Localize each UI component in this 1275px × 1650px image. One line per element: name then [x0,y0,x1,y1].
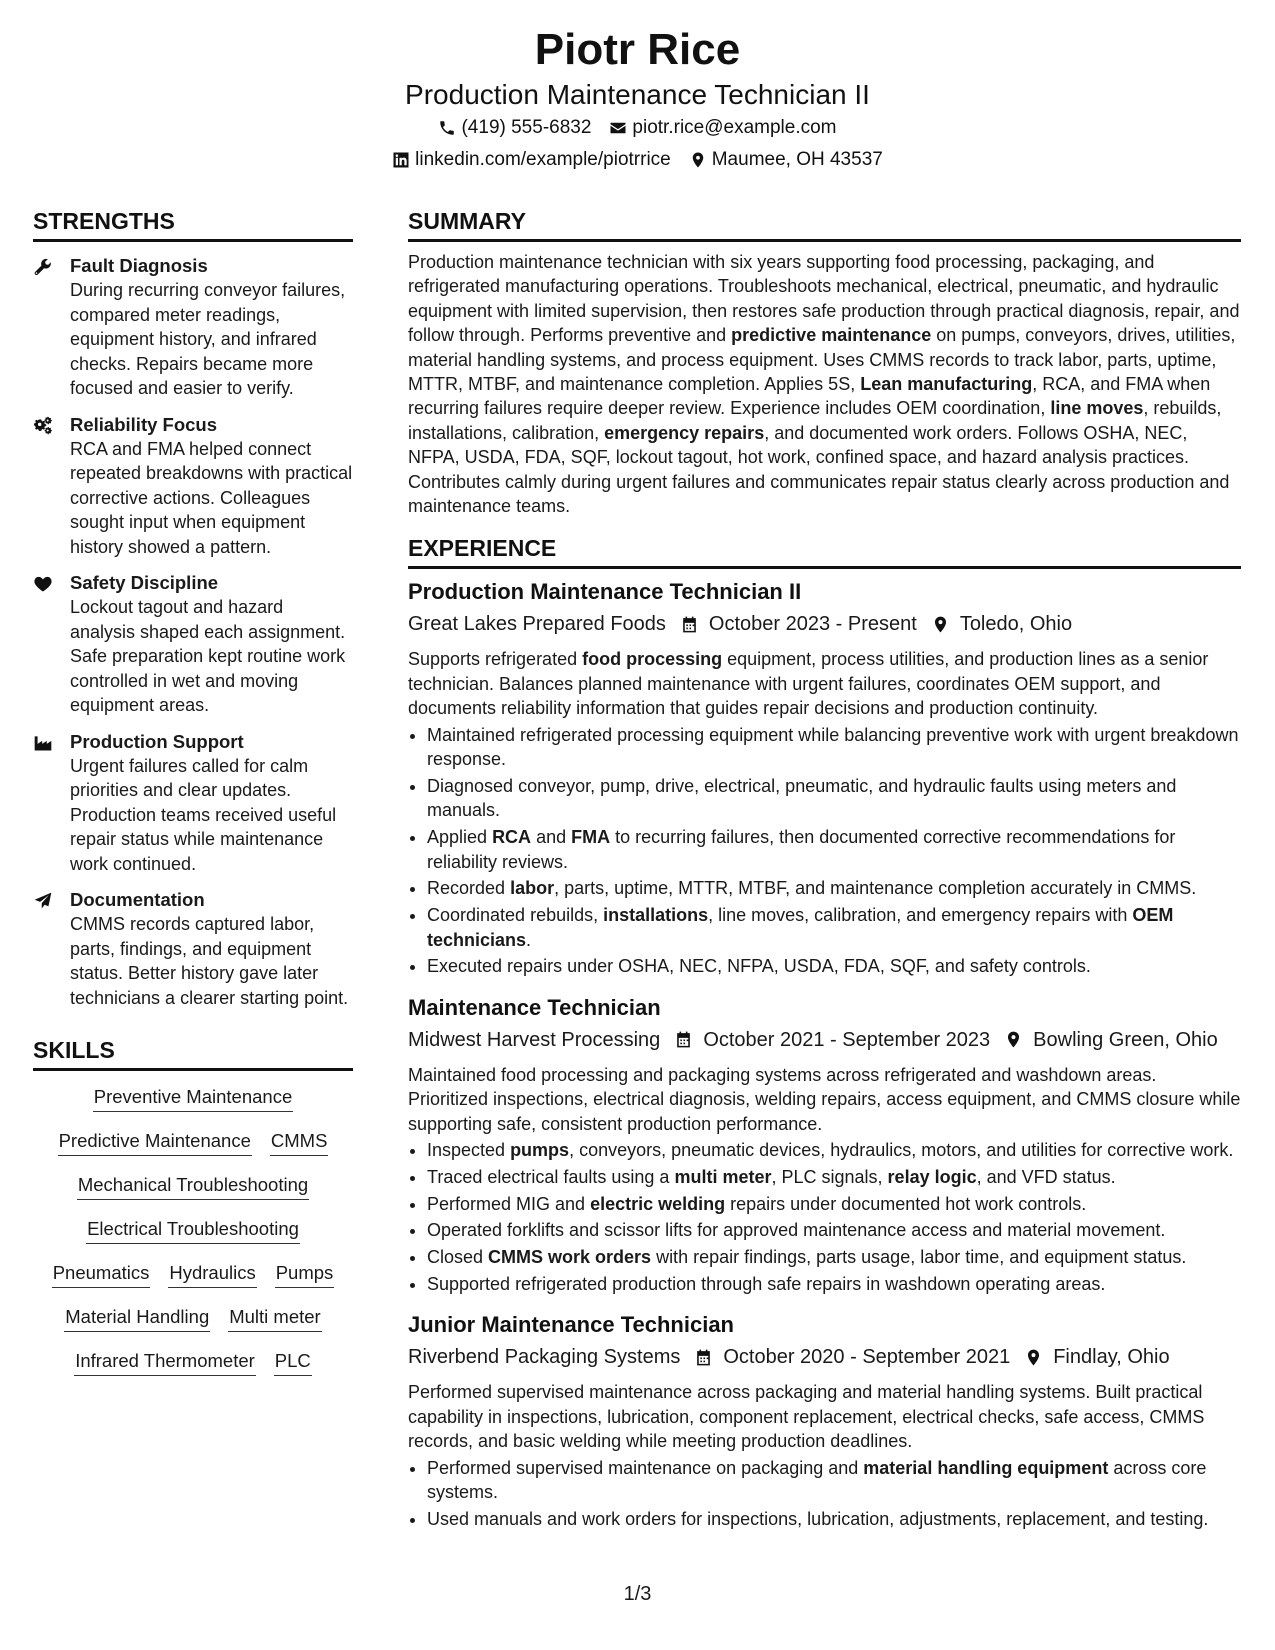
email-item[interactable] [609,112,836,144]
text-segment: with repair findings, parts usage, labor time, and equipment status. [651,1247,1187,1268]
job-bullet [427,1245,1241,1269]
job-meta [408,1342,1241,1372]
keyword: pumps [510,1139,570,1160]
job-description [408,1380,1241,1453]
map-marker-icon [1004,1030,1023,1049]
right-column [408,205,1241,1534]
left-column [33,205,353,1393]
job-bullet [427,825,1241,874]
strength-title: Documentation [70,889,205,910]
strength-body [70,571,353,718]
keyword: food processing [582,649,723,670]
strength-item [33,413,353,560]
text-segment: Executed repairs under OSHA, NEC, NFPA, USDA, FDA, SQF, and safety controls. [427,956,1091,977]
job-entry [408,1310,1241,1531]
text-segment: Operated forklifts and scissor lifts for approved maintenance access and material movement. [427,1220,1166,1241]
strength-body [70,254,353,401]
strength-body [70,413,353,560]
keyword: OEM technicians [427,905,1174,950]
candidate-name: Piotr Rice [534,25,741,74]
text-segment: Performed MIG and [427,1193,591,1214]
text-segment: Supports refrigerated [408,649,583,670]
contact-row-2 [0,144,1275,176]
phone-number: (419) 555-6832 [461,117,592,138]
job-description [408,647,1241,720]
keyword: electric welding [590,1193,726,1214]
job-entry [408,577,1241,978]
job-location: Toledo, Ohio [959,613,1073,636]
job-bullet [427,954,1241,978]
strength-description: During recurring conveyor failures, compared meter readings, equipment history, and infrared checks. Repairs became more focused and easier to verify. [70,280,346,398]
text-segment: on pumps, conveyors, drives, utilities, material handling systems, and process equipment. Uses CMMS records to track labor, parts, uptime, MTTR, MTBF, and maintenance completion. Applies 5S, [408,325,1236,395]
skills-heading: SKILLS [33,1034,353,1071]
skill-tag: Hydraulics [168,1261,256,1288]
text-segment: Closed [427,1247,489,1268]
skill-tag: Mechanical Troubleshooting [77,1173,309,1200]
strength-item [33,888,353,1010]
job-dates: October 2020 - September 2021 [723,1346,1011,1369]
strengths-list [33,254,353,1010]
job-bullet [427,1456,1241,1505]
keyword: predictive maintenance [731,325,932,346]
skill-row [33,1173,353,1200]
text-segment: Maintained refrigerated processing equipment while balancing preventive work with urgent breakdown response. [427,724,1239,770]
job-bullet [427,876,1241,900]
job-bullet [427,1507,1241,1531]
job-bullet [427,723,1241,772]
text-segment: Recorded [427,878,511,899]
keyword: line moves [1050,398,1144,419]
text-segment: across core systems. [427,1457,1207,1502]
linkedin-url[interactable]: linkedin.com/example/piotrrice [415,149,671,170]
strength-description: Lockout tagout and hazard analysis shaped each assignment. Safe preparation kept routine work controlled in wet and moving equipment areas. [70,597,346,715]
strength-title: Fault Diagnosis [70,255,208,276]
gears-icon [33,413,70,560]
text-segment: , and VFD status. [976,1166,1116,1187]
skill-row [33,1217,353,1244]
job-bullets [408,1456,1241,1532]
text-segment: , rebuilds, installations, calibration, [408,398,1222,443]
keyword: RCA [492,827,532,848]
text-segment: , RCA, and FMA when recurring failures require deeper review. Experience includes OEM coordination, [408,374,1211,419]
job-location: Findlay, Ohio [1053,1346,1170,1369]
text-segment: Performed supervised maintenance across packaging and material handling systems. Built practical capability in inspections, lubrication, component replacement, electrical checks, safe access, CMMS records, and basic welding while meeting production deadlines. [408,1382,1205,1452]
text-segment: to recurring failures, then documented corrective recommendations for reliability reviews. [427,827,1176,872]
strength-title: Production Support [70,730,244,752]
skill-tag: PLC [274,1349,312,1376]
summary-text [408,250,1241,518]
experience-heading: EXPERIENCE [408,532,1241,569]
envelope-icon [609,119,627,137]
keyword: labor [510,878,555,899]
text-segment: Applied [427,827,493,848]
strength-item [33,730,353,877]
strength-description: RCA and FMA helped connect repeated breakdowns with practical corrective actions. Colleagues sought input when equipment history showed a pattern. [70,438,353,557]
keyword: multi meter [674,1166,772,1187]
text-segment: Production maintenance technician with six years supporting food processing, packaging, and refrigerated manufacturing operations. Troubleshoots mechanical, electrical, pneumatic, and hydraulic equipment with limited supervision, then restores safe production through practical diagnosis, repair, and follow through. Performs preventive and [408,252,1240,346]
job-meta [408,1025,1241,1055]
job-role: Maintenance Technician [408,994,661,1020]
job-bullet [427,774,1241,823]
job-meta [408,609,1241,639]
job-company: Midwest Harvest Processing [408,1028,661,1051]
job-bullet [427,1218,1241,1242]
contact-row-1 [0,112,1275,144]
keyword: material handling equipment [863,1457,1109,1478]
keyword: Lean manufacturing [860,374,1033,395]
text-segment: . [526,929,532,950]
job-bullets [408,723,1241,979]
strength-body [70,888,353,1010]
job-bullet [427,1272,1241,1296]
text-segment: , PLC signals, [771,1166,888,1187]
job-company: Riverbend Packaging Systems [408,1346,681,1369]
job-bullet [427,1192,1241,1216]
strength-title: Safety Discipline [70,572,219,593]
text-segment: , parts, uptime, MTTR, MTBF, and maintenance completion accurately in CMMS. [554,878,1197,899]
strength-body [70,730,353,877]
summary-heading: SUMMARY [408,205,1241,242]
keyword: installations [603,905,709,926]
text-segment: repairs under documented hot work controls. [725,1193,1087,1214]
text-segment: Inspected [427,1139,511,1160]
job-dates: October 2021 - September 2023 [703,1028,991,1051]
text-segment: Performed supervised maintenance on packaging and [427,1457,864,1478]
skill-tag: Predictive Maintenance [58,1129,252,1156]
text-segment: , conveyors, pneumatic devices, hydraulics, motors, and utilities for corrective work. [569,1139,1234,1160]
job-location: Bowling Green, Ohio [1033,1028,1218,1051]
skill-row [33,1261,353,1288]
skill-tag: Material Handling [64,1305,210,1332]
map-marker-icon [689,151,707,169]
skill-tag: CMMS [270,1129,329,1156]
phone-item [438,112,591,144]
industry-icon [33,730,70,877]
linkedin-item[interactable] [392,144,671,176]
strength-item [33,571,353,718]
skill-tag: Pumps [275,1261,335,1288]
text-segment: Traced electrical faults using a [427,1166,675,1187]
text-segment: Supported refrigerated production through safe repairs in washdown operating areas. [427,1273,1106,1294]
jobs-list [408,577,1241,1531]
strength-description: Urgent failures called for calm priorities and clear updates. Production teams received useful repair status while maintenance work continued. [70,755,337,874]
phone-icon [438,119,456,137]
keyword: emergency repairs [604,422,765,443]
heart-icon [33,571,70,718]
text-segment: , and documented work orders. Follows OSHA, NEC, NFPA, USDA, FDA, SQF, lockout tagout, hot work, confined space, and hazard analysis practices. Contributes calmly during urgent failures and communicates repair status clearly across production and maintenance teams. [408,422,1230,517]
email-address[interactable]: piotr.rice@example.com [632,117,837,138]
calendar-icon [674,1030,693,1049]
location-item [689,144,883,176]
skill-tag: Infrared Thermometer [74,1349,256,1376]
skill-tag: Electrical Troubleshooting [86,1217,300,1244]
job-role: Junior Maintenance Technician [408,1312,734,1338]
strength-description: CMMS records captured labor, parts, findings, and equipment status. Better history gave later technicians a clearer starting point. [70,914,349,1008]
job-entry [408,993,1241,1297]
resume-header [0,22,1275,176]
text-segment: Used manuals and work orders for inspections, lubrication, adjustments, replacement, and testing. [427,1508,1209,1529]
job-bullet [427,1138,1241,1162]
skill-row [33,1305,353,1332]
candidate-title: Production Maintenance Technician II [405,79,870,110]
skill-row [33,1349,353,1376]
text-segment: Diagnosed conveyor, pump, drive, electrical, pneumatic, and hydraulic faults using meters and manuals. [427,775,1177,821]
skill-tag: Multi meter [228,1305,322,1332]
skill-row [33,1129,353,1156]
job-bullets [408,1138,1241,1296]
keyword: FMA [571,827,611,848]
text-segment: equipment, process utilities, and production lines as a senior technician. Balances planned maintenance with urgent failures, coordinates OEM support, and documents reliability information that guides repair decisions and production continuity. [408,649,1209,719]
job-bullet [427,903,1241,952]
job-description [408,1063,1241,1136]
strength-item [33,254,353,401]
calendar-icon [694,1348,713,1367]
text-segment: Maintained food processing and packaging systems across refrigerated and washdown areas. Prioritized inspections, electrical diagnosis, welding repairs, access equipment, and CMMS closure while supporting safe, consistent production performance. [408,1064,1241,1134]
skill-tag: Preventive Maintenance [93,1085,293,1112]
text-segment: and [531,827,572,848]
calendar-icon [680,615,699,634]
text-segment: , line moves, calibration, and emergency repairs with [708,905,1133,926]
job-company: Great Lakes Prepared Foods [408,613,666,636]
location-text: Maumee, OH 43537 [711,149,883,170]
strengths-heading: STRENGTHS [33,205,353,242]
map-marker-icon [1024,1348,1043,1367]
keyword: CMMS work orders [488,1247,652,1268]
job-role: Production Maintenance Technician II [408,579,802,605]
strength-title: Reliability Focus [70,413,218,435]
page-number: 1/3 [623,1583,652,1605]
skill-row [33,1085,353,1112]
text-segment: Coordinated rebuilds, [427,905,604,926]
paper-plane-icon [33,888,70,1010]
linkedin-icon [392,151,410,169]
map-marker-icon [931,615,950,634]
wrench-icon [33,254,70,401]
skill-tag: Pneumatics [52,1261,151,1288]
keyword: relay logic [887,1166,977,1187]
job-dates: October 2023 - Present [708,613,917,636]
skills-list [33,1085,353,1376]
job-bullet [427,1165,1241,1189]
